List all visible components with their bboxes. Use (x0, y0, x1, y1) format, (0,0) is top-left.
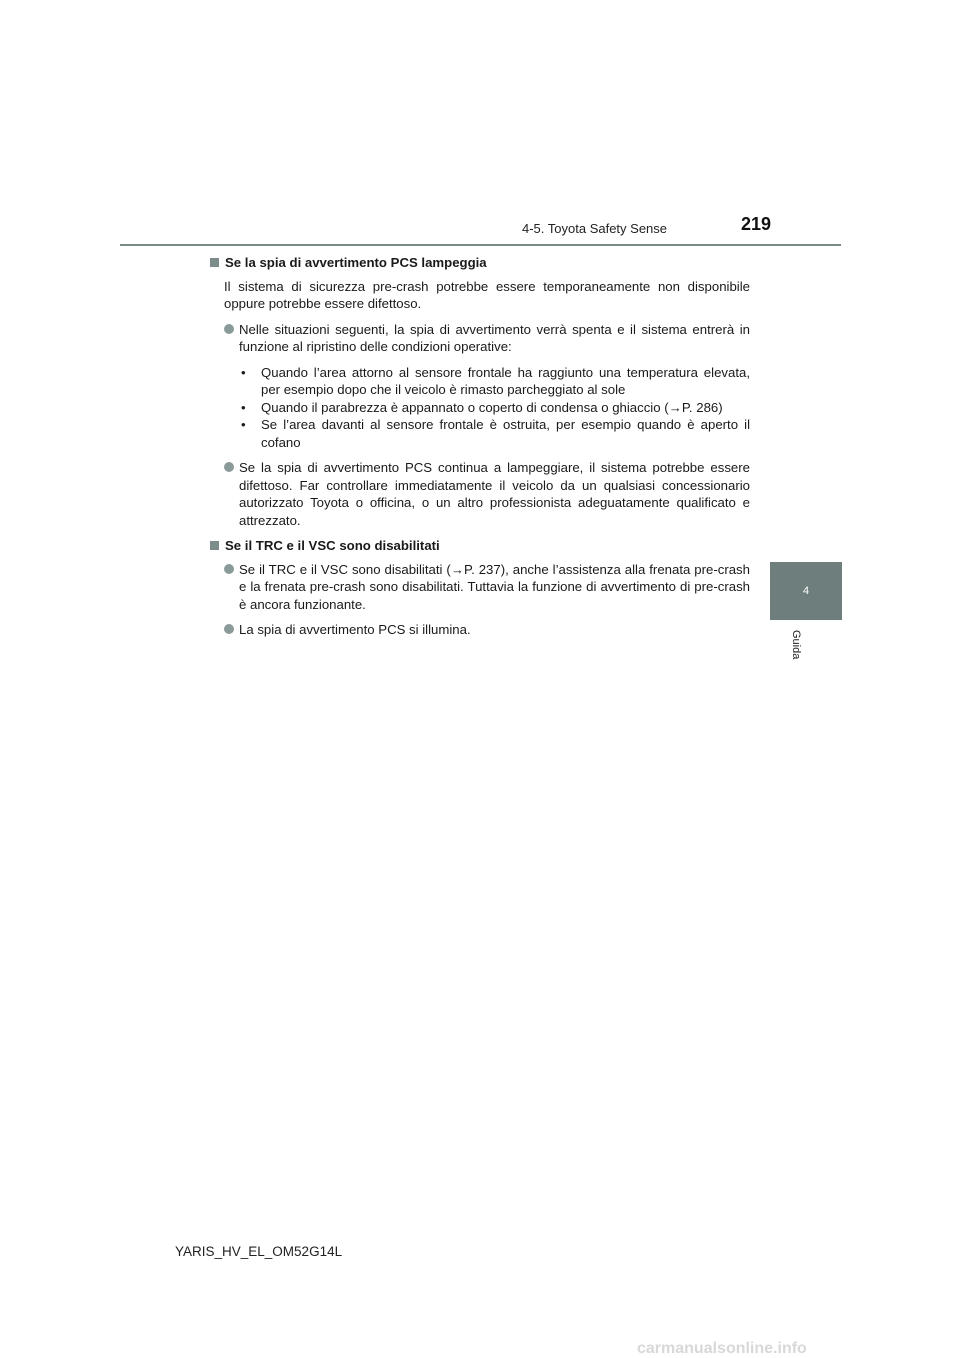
bullet-item (224, 561, 750, 614)
circle-bullet-icon (224, 564, 234, 574)
square-bullet-icon (210, 258, 219, 267)
chapter-label: Guida (790, 630, 802, 660)
section-heading (210, 254, 750, 272)
sub-list-item (238, 416, 750, 451)
section-heading-text: Se la spia di avvertimento PCS lampeggia (225, 255, 487, 270)
sub-list-item-text: Se l’area davanti al sensore frontale è ostruita, per esempio quando è aperto il cofano (261, 417, 750, 450)
sub-list-item-text: Quando il parabrezza è appannato o coperto di condensa o ghiaccio (→P. 286) (261, 399, 723, 415)
sub-bullet-mark: • (241, 364, 246, 380)
header-rule (120, 244, 841, 246)
sub-list (238, 364, 750, 452)
header-section-title: 4-5. Toyota Safety Sense (522, 221, 668, 236)
sub-list-item-text: Quando l’area attorno al sensore frontale ha raggiunto una temperatura elevata, per esempio dopo che il veicolo è rimasto parcheggiato al sole (261, 364, 750, 397)
section-heading (210, 537, 750, 555)
circle-bullet-icon (224, 324, 234, 334)
bullet-item (224, 459, 750, 529)
square-bullet-icon (210, 541, 219, 550)
page-number: 219 (741, 214, 772, 234)
section-intro: Il sistema di sicurezza pre-crash potrebbe essere temporaneamente non disponibile oppure potrebbe essere difettoso. (224, 278, 750, 311)
sub-list-item (238, 399, 750, 417)
bullet-text: Nelle situazioni seguenti, la spia di avvertimento verrà spenta e il sistema entrerà in funzione al ripristino delle condizioni operative: (239, 321, 750, 354)
sub-list-item (238, 364, 750, 399)
footer-doc-code: YARIS_HV_EL_OM52G14L (175, 1244, 343, 1259)
sub-bullet-mark: • (241, 399, 246, 415)
chapter-tab (770, 562, 842, 620)
circle-bullet-icon (224, 462, 234, 472)
section-heading-text: Se il TRC e il VSC sono disabilitati (225, 538, 440, 553)
main-content (210, 254, 750, 647)
bullet-text: Se il TRC e il VSC sono disabilitati (→P. 237), anche l’assistenza alla frenata pre-crash e la frenata pre-crash sono disabilitati. Tuttavia la funzione di avvertimento di pre-crash è ancora funzionante. (239, 561, 750, 612)
circle-bullet-icon (224, 624, 234, 634)
bullet-text: La spia di avvertimento PCS si illumina. (239, 622, 471, 637)
bullet-text: Se la spia di avvertimento PCS continua a lampeggiare, il sistema potrebbe essere difettoso. Far controllare immediatamente il veicolo da un qualsiasi concessionario autorizzato Toyota o officina, o un altro professionista adeguatamente qualificato e attrezzato. (239, 460, 750, 528)
watermark: carmanualsonline.info (637, 1340, 807, 1357)
bullet-item (224, 621, 750, 639)
chapter-number: 4 (802, 585, 810, 597)
bullet-item (224, 321, 750, 356)
sub-bullet-mark: • (241, 417, 246, 432)
